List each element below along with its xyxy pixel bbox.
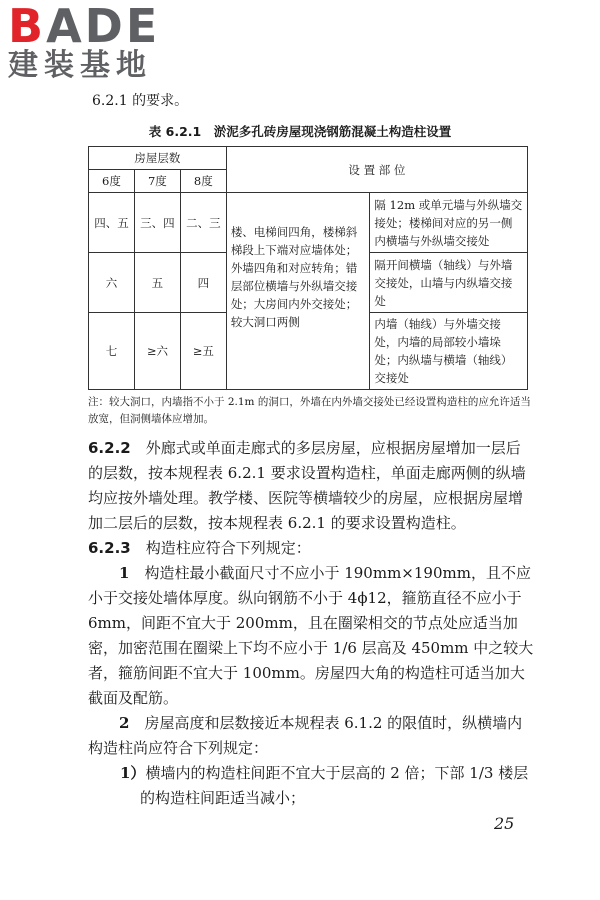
header-location: 设 置 部 位: [226, 147, 527, 193]
section-6-2-2: 6.2.2 外廊式或单面走廊式的多层房屋，应根据房屋增加一层后的层数，按本规程表 6.2.1 要求设置构造柱，单面走廊两侧的纵墙均应按外墙处理。教学楼、医院等横墙较少的房屋，应根据房屋增加二层后的层数，按本规程表 6.2.1 的要求设置构造柱。: [88, 439, 526, 532]
logo-subtitle: 建装基地: [8, 48, 152, 83]
col-header-8: 8度: [180, 170, 226, 193]
body-text: [88, 436, 534, 811]
cell-6: 六: [89, 253, 135, 313]
clause-2-item-1: 1）横墙内的构造柱间距不宜大于层高的 2 倍；下部 1/3 楼层的构造柱间距适当减小；: [120, 764, 529, 807]
logo-wordmark: BADE: [8, 0, 161, 53]
clause-2: 2 房屋高度和层数接近本规程表 6.1.2 的限值时，纵横墙内构造柱尚应符合下列规定：: [88, 714, 523, 757]
common-location: 楼、电梯间四角，楼梯斜梯段上下端对应墙体处；外墙四角和对应转角；错层部位横墙与外纵墙交接处；大房间内外交接处；较大洞口两侧: [226, 193, 370, 390]
col-header-6: 6度: [89, 170, 135, 193]
table-row: [89, 193, 528, 253]
cell-8: 二、三: [180, 193, 226, 253]
cell-location: 隔开间横墙（轴线）与外墙交接处，山墙与内纵墙交接处: [370, 253, 528, 313]
construction-column-table: [88, 146, 528, 390]
table-header-row: [89, 147, 528, 170]
table-title: 表 6.2.1 淤泥多孔砖房屋现浇钢筋混凝土构造柱设置: [148, 124, 452, 139]
cell-location: 隔 12m 或单元墙与外纵墙交接处；楼梯间对应的另一侧内横墙与外纵墙交接处: [370, 193, 528, 253]
clause-1: 1 构造柱最小截面尺寸不应小于 190mm×190mm，且不应小于交接处墙体厚度。纵向钢筋不小于 4ϕ12，箍筋直径不应小于 6mm，间距不宜大于 200mm，且在圈梁相交的节点处应适当加密，加密范围在圈梁上下均不应小于 1/6 层高及 450mm 中之较大者，箍筋间距不宜大于 100mm。房屋四大角的构造柱可适当加大截面及配筋。: [88, 564, 534, 707]
header-layers: 房屋层数: [89, 147, 227, 170]
cell-7: 三、四: [134, 193, 180, 253]
cell-8: ≥五: [180, 313, 226, 390]
cell-7: ≥六: [134, 313, 180, 390]
cell-6: 四、五: [89, 193, 135, 253]
section-6-2-3: 6.2.3 构造柱应符合下列规定：: [88, 539, 311, 557]
cell-location: 内墙（轴线）与外墙交接处，内墙的局部较小墙垛处；内纵墙与横墙（轴线）交接处: [370, 313, 528, 390]
logo: [8, 2, 178, 82]
col-header-7: 7度: [134, 170, 180, 193]
cell-8: 四: [180, 253, 226, 313]
cell-7: 五: [134, 253, 180, 313]
continuation-text: 6.2.1 的要求。: [92, 93, 189, 109]
table-note: 注：较大洞口，内墙指不小于 2.1m 的洞口，外墙在内外墙交接处已经设置构造柱的应允许适当放宽，但洞侧墙体应增加。: [88, 396, 531, 425]
cell-6: 七: [89, 313, 135, 390]
page-number: 25: [494, 814, 515, 833]
